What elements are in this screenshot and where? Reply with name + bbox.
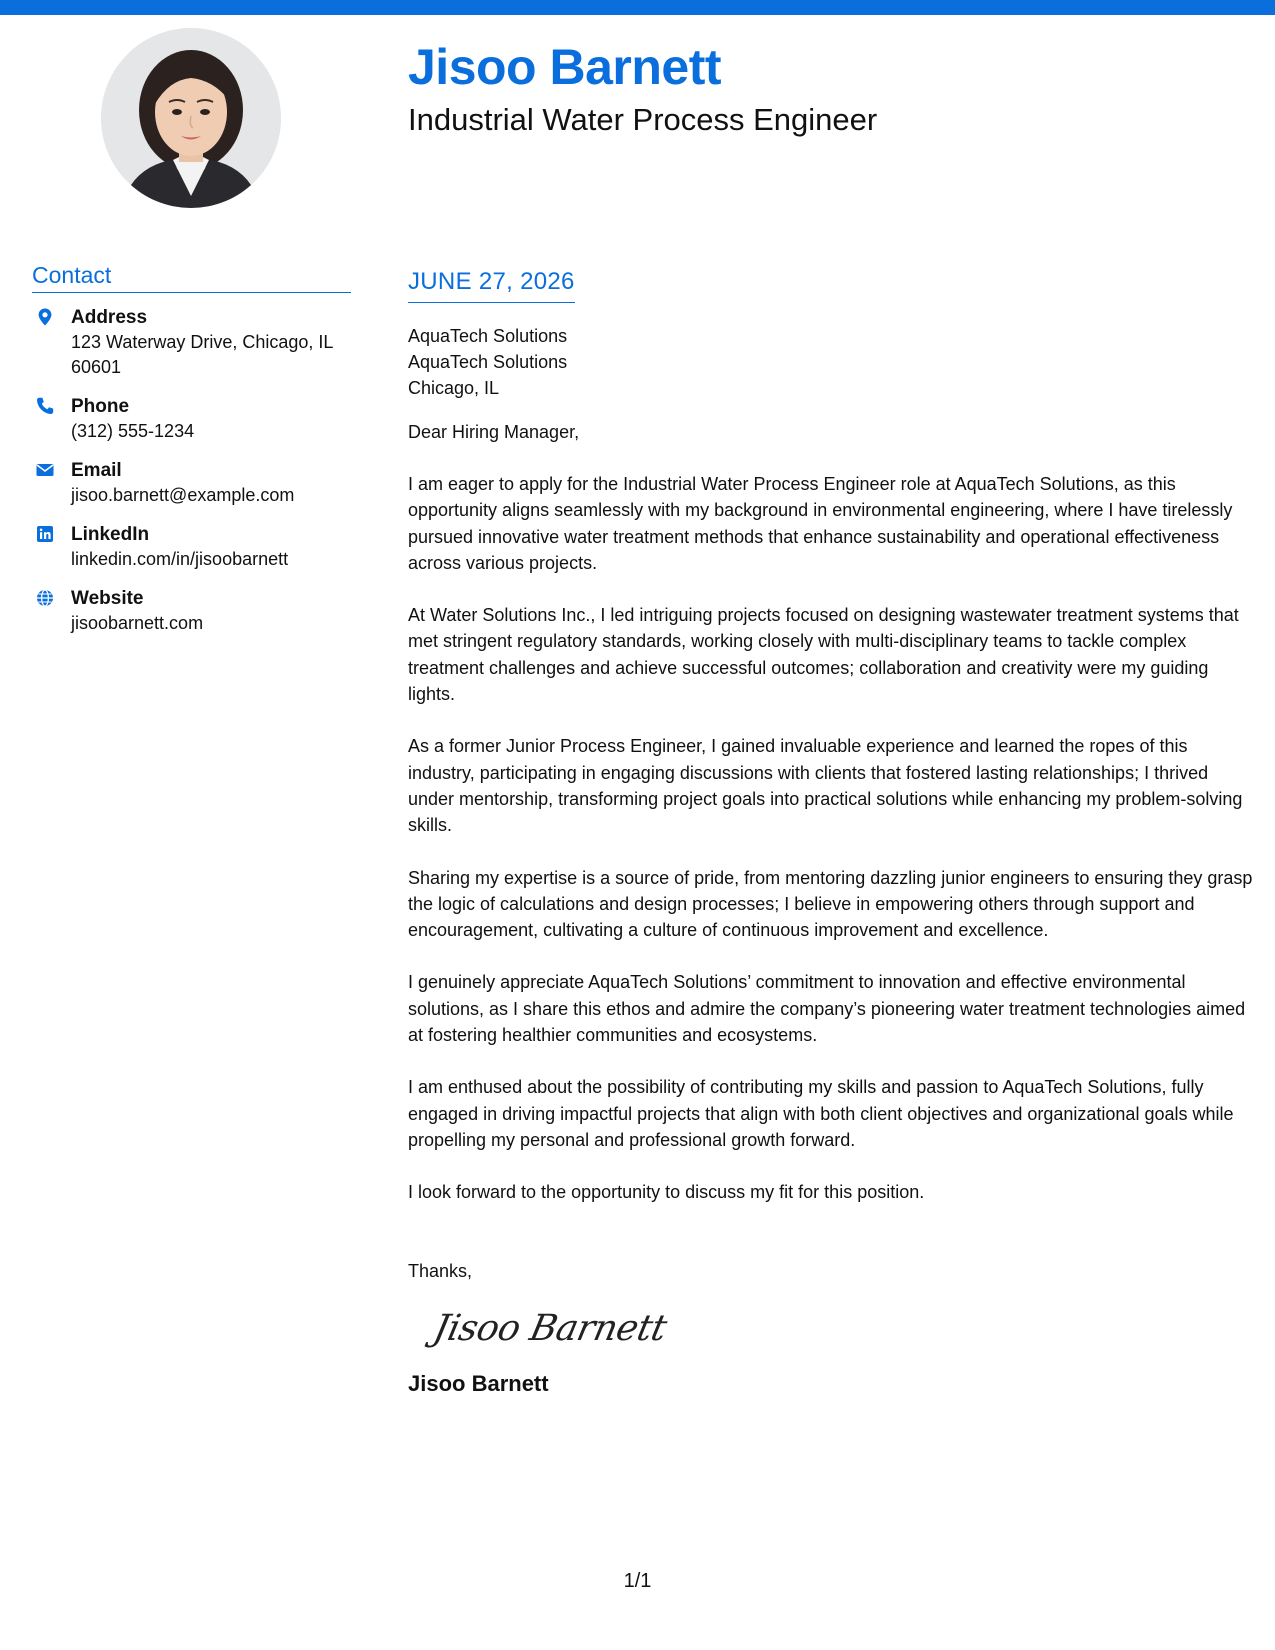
closing: Thanks, [408, 1260, 473, 1281]
recipient-line: Chicago, IL [408, 378, 500, 398]
paragraph: Sharing my expertise is a source of pride, from mentoring dazzling junior engineers to ensuring they grasp the logic of calculations and design processes; I believe in empowering others through support and encouragement, cultivating a culture of continuous improvement and excellence. [408, 867, 1253, 941]
contact-label: Address [71, 307, 148, 328]
phone-icon [35, 396, 55, 416]
paragraph: I look forward to the opportunity to discuss my fit for this position. [408, 1182, 925, 1203]
contact-label: Website [71, 588, 144, 609]
contact-website [32, 586, 351, 636]
recipient-block [408, 323, 1253, 401]
contact-phone [32, 394, 351, 444]
paragraph: As a former Junior Process Engineer, I gained invaluable experience and learned the ropes of this industry, participating in engaging discussions with clients that fostered lasting relationships; I thrived under mentorship, transforming project goals into practical solutions while enhancing my problem-solving skills. [408, 736, 1243, 836]
contact-label: Phone [71, 396, 130, 417]
profile-photo [101, 28, 281, 208]
email-icon [35, 460, 55, 480]
contact-linkedin [32, 522, 351, 572]
contact-address [32, 305, 351, 380]
signed-name: Jisoo Barnett [408, 1370, 549, 1396]
paragraph: I am eager to apply for the Industrial Water Process Engineer role at AquaTech Solutions, as this opportunity aligns seamlessly with my background in environmental engineering, where I have tirelessly pursued innovative water treatment methods that enhance sustainability and operational effectiveness across various projects. [408, 474, 1233, 573]
top-accent-bar [0, 0, 1275, 15]
paragraph: I am enthused about the possibility of contributing my skills and passion to AquaTech Solutions, fully engaged in driving impactful projects that align with both client objectives and organizational goals while propelling my personal and professional growth forward. [408, 1077, 1234, 1150]
globe-icon [35, 588, 55, 608]
handwritten-signature: Jisoo Barnett [430, 1307, 670, 1349]
recipient-line: AquaTech Solutions [408, 326, 568, 346]
page-number: 1/1 [623, 1570, 652, 1592]
address-value: 123 Waterway Drive, Chicago, IL 60601 [71, 332, 333, 377]
contact-label: Email [71, 460, 122, 481]
paragraph: At Water Solutions Inc., I led intriguing projects focused on designing wastewater treatment systems that met stringent regulatory standards, working closely with multi-disciplinary teams to tackle complex treatment challenges and achieve successful outcomes; collaboration and creativity were my guiding lights. [408, 605, 1239, 705]
contact-label: LinkedIn [71, 524, 150, 545]
website-value[interactable]: jisoobarnett.com [71, 613, 204, 633]
map-pin-icon [35, 307, 55, 327]
contact-sidebar [32, 262, 351, 650]
email-value[interactable]: jisoo.barnett@example.com [71, 485, 295, 505]
contact-email [32, 458, 351, 508]
letter-body [408, 268, 1253, 1397]
linkedin-icon [35, 524, 55, 544]
letter-date: JUNE 27, 2026 [408, 268, 575, 303]
recipient-line: AquaTech Solutions [408, 352, 568, 372]
contact-heading: Contact [32, 262, 351, 293]
linkedin-value[interactable]: linkedin.com/in/jisoobarnett [71, 549, 289, 569]
candidate-name: Jisoo Barnett [408, 39, 722, 95]
phone-value: (312) 555-1234 [71, 421, 195, 441]
paragraph: I genuinely appreciate AquaTech Solutions’ commitment to innovation and effective environmental solutions, as I share this ethos and admire the company’s pioneering water treatment technologies aimed at fostering healthier communities and ecosystems. [408, 972, 1246, 1046]
job-title: Industrial Water Process Engineer [408, 102, 878, 137]
greeting: Dear Hiring Manager, [408, 422, 580, 442]
